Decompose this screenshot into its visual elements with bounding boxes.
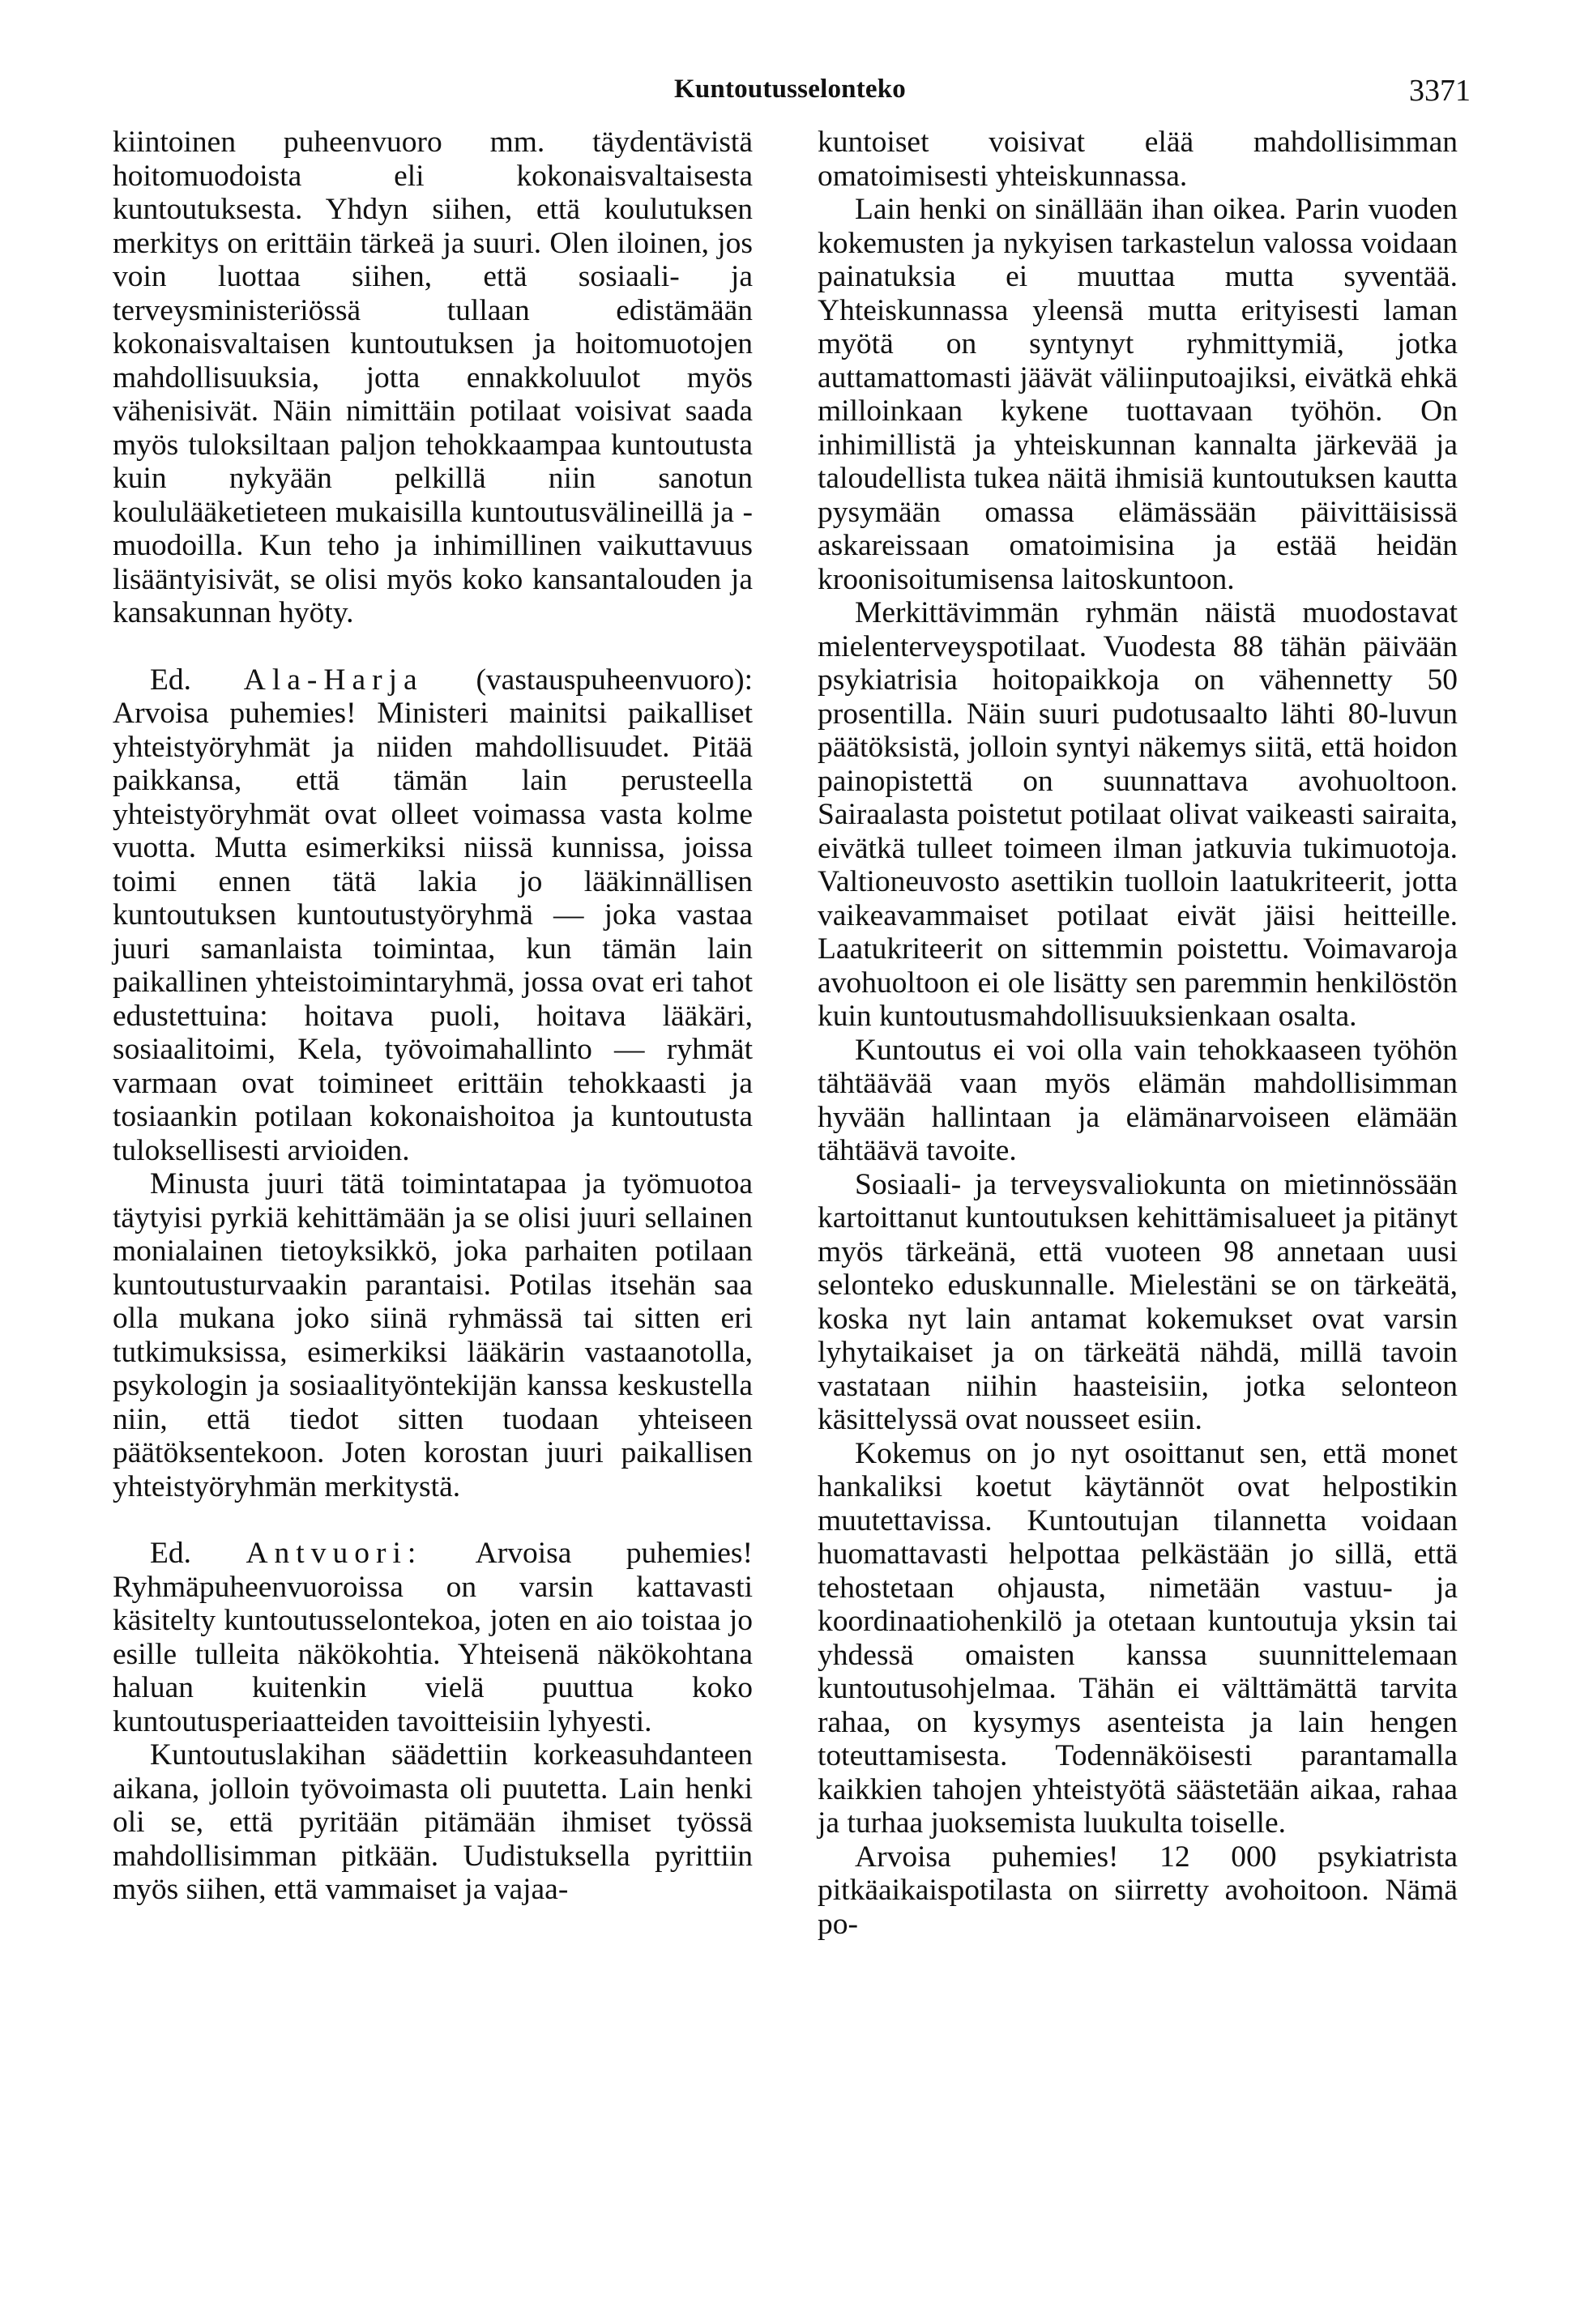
speech-prefix: Ed. — [150, 663, 192, 697]
speaker-name: Ala-Harja — [243, 663, 424, 697]
speech-ala-harja — [113, 663, 753, 1168]
speech-text: (vastauspuheenvuoro): Arvoisa puhemies! Ministeri mainitsi paikalliset yhteistyöryhmät ja niiden mahdollisuudet. Pitää paikkansa, että tämän lain perusteella yhteistyöryhmät ovat olleet voimassa vasta kolme vuotta. Mutta esimerkiksi niissä kunnissa, joissa toimi ennen tätä lakia jo lääkinnällisen kuntoutuksen kuntoutustyöryhmä — joka vastaa juuri samanlaista toimintaa, kun tämän lain paikallinen yhteistoimintaryhmä, jossa ovat eri tahot edustettuina: hoitava puoli, hoitava lääkäri, sosiaalitoimi, Kela, työvoimahallinto — ryhmät varmaan ovat toimineet erittäin tehokkaasti ja tosiaankin potilaan kokonaishoitoa ja kuntoutusta tuloksellisesti arvioiden. — [113, 663, 754, 1167]
paragraph-continuation: kiintoinen puheenvuoro mm. täydentävistä hoitomuodoista eli kokonaisvaltaisesta kuntoutuksesta. Yhdyn siihen, että koulutuksen merkitys on erittäin tärkeä ja suuri. Olen iloinen, jos voin luottaa siihen, että sosiaali- ja terveysministeriössä tullaan edistämään kokonaisvaltaisen kuntoutuksen ja hoitomuotojen mahdollisuuksia, jotta ennakkoluulot myös vähenisivät. Näin nimittäin potilaat voisivat saada myös tuloksiltaan paljon tehokkaampaa kuntoutusta kuin nykyään pelkillä niin sanotun koululääketieteen mukaisilla kuntoutusvälineillä ja -muodoilla. Kun teho ja inhimillinen vaikuttavuus lisääntyisivät, se olisi myös koko kansantalouden ja kansakunnan hyöty. — [113, 126, 753, 629]
speech-antvuori — [113, 1537, 753, 1738]
paragraph-continuation: kuntoiset voisivat elää mahdollisimman omatoimisesti yhteiskunnassa. — [818, 126, 1458, 193]
speech-prefix: Ed. — [150, 1537, 192, 1570]
page-number: 3371 — [1409, 74, 1471, 108]
paragraph: Kokemus on jo nyt osoittanut sen, että monet hankaliksi koetut käytännöt ovat helpostikin muutettavissa. Kuntoutujan tilannetta voidaan huomattavasti helpottaa pelkästään jo sillä, että tehostetaan ohjausta, nimetään vastuu- ja koordinaatiohenkilö ja otetaan kuntoutuja yksin tai yhdessä omaisten kanssa suunnittelemaan kuntoutusohjelmaa. Tähän ei välttämättä tarvita rahaa, on kysymys asenteista ja lain hengen toteuttamisesta. Todennäköisesti parantamalla kaikkien tahojen yhteistyötä säästetään aikaa, rahaa ja turhaa juoksemista luukulta toiselle. — [818, 1436, 1458, 1840]
paragraph: Arvoisa puhemies! 12 000 psykiatrista pitkäaikaispotilasta on siirretty avohoitoon. Nämä po- — [818, 1840, 1458, 1941]
running-header-title: Kuntoutusselonteko — [673, 75, 906, 104]
paragraph: Minusta juuri tätä toimintatapaa ja työmuotoa täytyisi pyrkiä kehittämään ja se olisi juuri sellainen monialainen tietoyksikkö, joka parhaiten potilaan kuntoutusturvaakin parantaisi. Potilas itsehän saa olla mukana joko siinä ryhmässä tai sitten eri tutkimuksissa, esimerkiksi lääkärin vastaanotolla, psykologin ja sosiaalityöntekijän kanssa keskustella niin, että tiedot sitten tuodaan yhteiseen päätöksentekoon. Joten korostan juuri paikallisen yhteistyöryhmän merkitystä. — [113, 1167, 753, 1503]
paragraph: Kuntoutus ei voi olla vain tehokkaaseen työhön tähtäävää vaan myös elämän mahdollisimman hyvään hallintaan ja elämänarvoiseen elämään tähtäävä tavoite. — [818, 1033, 1458, 1167]
right-column — [818, 126, 1458, 1941]
speaker-name: Antvuori: — [246, 1537, 423, 1570]
paragraph: Kuntoutuslakihan säädettiin korkeasuhdanteen aikana, jolloin työvoimasta oli puutetta. Lain henki oli se, että pyritään pitämään ihmiset työssä mahdollisimman pitkään. Uudistuksella pyrittiin myös siihen, että vammaiset ja vajaa- — [113, 1738, 753, 1906]
speech-text: Arvoisa puhemies! Ryhmäpuheenvuoroissa on varsin kattavasti käsitelty kuntoutusselontekoa, joten en aio toistaa jo esille tulleita näkökohtia. Yhteisenä näkökohtana haluan kuitenkin vielä puuttua koko kuntoutusperiaatteiden tavoitteisiin lyhyesti. — [113, 1537, 754, 1738]
paragraph: Merkittävimmän ryhmän näistä muodostavat mielenterveyspotilaat. Vuodesta 88 tähän päivään psykiatrisia hoitopaikkoja on vähennetty 50 prosentilla. Näin suuri pudotusaalto lähti 80-luvun päätöksistä, jolloin syntyi näkemys siitä, että hoidon painopistettä on suunnattava avohuoltoon. Sairaalasta poistetut potilaat olivat vaikeasti sairaita, eivätkä tulleet toimeen ilman jatkuvia tukimuotoja. Valtioneuvosto asettikin tuolloin laatukriteerit, jotta vaikeavammaiset potilaat eivät jäisi heitteille. Laatukriteerit on sittemmin poistettu. Voimavaroja avohuoltoon ei ole lisätty sen paremmin henkilöstön kuin kuntoutusmahdollisuuksienkaan osalta. — [818, 596, 1458, 1033]
left-column — [113, 126, 753, 1907]
paragraph: Lain henki on sinällään ihan oikea. Parin vuoden kokemusten ja nykyisen tarkastelun valossa voidaan painatuksia ei muuttaa mutta syventää. Yhteiskunnassa yleensä mutta erityisesti laman myötä on syntynyt ryhmittymiä, jotka auttamattomasti jäävät väliinputoajiksi, eivätkä ehkä milloinkaan kykene tuottavaan työhön. On inhimillistä ja yhteiskunnan kannalta järkevää ja taloudellista tukea näitä ihmisiä kuntoutuksen kautta pysymään omassa elämässään päivittäisissä askareissaan omatoimisina ja estää heidän kroonisoitumisensa laitoskuntoon. — [818, 193, 1458, 596]
paragraph: Sosiaali- ja terveysvaliokunta on mietinnössään kartoittanut kuntoutuksen kehittämisalueet ja pitänyt myös tärkeänä, että vuoteen 98 annetaan uusi selonteko eduskunnalle. Mielestäni se on tärkeätä, koska nyt lain antamat kokemukset ovat varsin lyhytaikaiset ja on tärkeätä nähdä, millä tavoin vastataan niihin haasteisiin, jotka selonteon käsittelyssä ovat nousseet esiin. — [818, 1167, 1458, 1436]
